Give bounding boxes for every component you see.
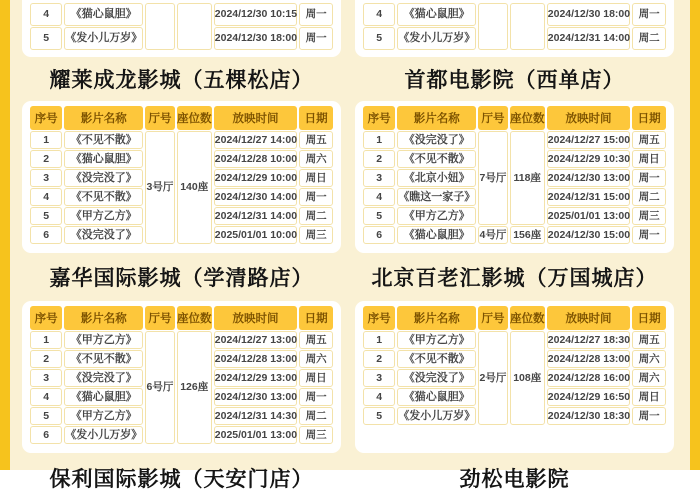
cell-film-title: 《没完没了》 [64, 226, 143, 244]
header-row [363, 106, 666, 130]
cell-showtime: 2024/12/29 10:00 [214, 169, 298, 187]
cell-seat-count [510, 3, 545, 50]
column-header: 日期 [632, 306, 666, 330]
cell-seat-count: 140座 [177, 131, 212, 244]
cell-film-title: 《猫心鼠胆》 [64, 3, 143, 26]
cell-weekday: 周日 [632, 150, 666, 168]
table-box-top-right [355, 0, 674, 57]
cell-showtime: 2024/12/28 16:00 [547, 369, 631, 387]
schedule-table-yaolai [28, 105, 335, 245]
table-row [30, 131, 333, 149]
cell-index: 2 [30, 150, 62, 168]
schedule-table [361, 305, 668, 426]
cell-index: 5 [30, 27, 62, 50]
cell-index: 4 [30, 3, 62, 26]
column-header: 序号 [363, 106, 395, 130]
cell-index: 4 [30, 388, 62, 406]
column-header: 日期 [299, 106, 333, 130]
schedule-table [28, 105, 335, 245]
cell-showtime: 2024/12/30 18:00 [214, 27, 298, 50]
cell-showtime: 2024/12/27 15:00 [547, 131, 631, 149]
cell-index: 5 [363, 27, 395, 50]
cell-hall-number [478, 3, 507, 50]
section-titles-row-3 [22, 453, 674, 493]
cell-film-title: 《猫心鼠胆》 [397, 388, 476, 406]
cinema-title-baoli-tiananmen: 保利国际影城（天安门店） [49, 468, 314, 491]
cell-hall-number: 4号厅 [478, 226, 507, 244]
column-header: 座位数 [510, 306, 545, 330]
cell-showtime: 2025/01/01 13:00 [547, 207, 631, 225]
column-header: 影片名称 [64, 306, 143, 330]
cell-weekday: 周一 [299, 3, 333, 26]
cell-film-title: 《甲方乙方》 [64, 331, 143, 349]
cell-hall-number: 3号厅 [145, 131, 174, 244]
cell-weekday: 周日 [632, 388, 666, 406]
cell-showtime: 2024/12/27 18:30 [547, 331, 631, 349]
column-header: 放映时间 [547, 306, 631, 330]
cell-weekday: 周二 [299, 407, 333, 425]
cell-hall-number: 6号厅 [145, 331, 174, 444]
cell-seat-count: 108座 [510, 331, 545, 425]
table-row [363, 331, 666, 349]
column-header: 影片名称 [397, 306, 476, 330]
cell-weekday: 周二 [299, 207, 333, 225]
cinema-title-yaolai-wukesong: 耀莱成龙影城（五棵松店） [49, 69, 314, 92]
column-header: 影片名称 [397, 106, 476, 130]
column-header: 日期 [632, 106, 666, 130]
cell-film-title: 《没完没了》 [64, 169, 143, 187]
top-partial-tables-row [22, 0, 674, 57]
column-header: 序号 [30, 106, 62, 130]
cell-weekday: 周三 [299, 426, 333, 444]
header-row [30, 106, 333, 130]
cell-weekday: 周六 [632, 369, 666, 387]
cell-weekday: 周五 [632, 131, 666, 149]
cell-film-title: 《发小儿万岁》 [397, 27, 476, 50]
cell-index: 1 [30, 331, 62, 349]
cell-showtime: 2024/12/30 14:00 [214, 188, 298, 206]
cinema-title-jinsong: 劲松电影院 [459, 468, 570, 491]
cell-weekday: 周一 [299, 188, 333, 206]
cell-index: 4 [363, 188, 395, 206]
table-box-low-left [22, 301, 341, 453]
cell-index: 4 [363, 388, 395, 406]
schedule-table-jiahua [28, 305, 335, 445]
cell-seat-count: 126座 [177, 331, 212, 444]
cell-film-title: 《不见不散》 [64, 188, 143, 206]
column-header: 日期 [299, 306, 333, 330]
cell-film-title: 《发小儿万岁》 [397, 407, 476, 425]
cell-showtime: 2024/12/27 13:00 [214, 331, 298, 349]
cell-film-title: 《发小儿万岁》 [64, 27, 143, 50]
cell-showtime: 2024/12/30 15:00 [547, 226, 631, 244]
column-header: 厅号 [478, 306, 507, 330]
low-tables-row [22, 301, 674, 453]
table-box-low-right [355, 301, 674, 453]
cell-index: 3 [30, 369, 62, 387]
column-header: 序号 [363, 306, 395, 330]
cell-film-title: 《没完没了》 [397, 369, 476, 387]
cinema-title-shoudu-xidan: 首都电影院（西单店） [404, 69, 625, 92]
cell-index: 1 [363, 331, 395, 349]
cell-film-title: 《没完没了》 [64, 369, 143, 387]
cell-weekday: 周一 [299, 27, 333, 50]
cell-index: 5 [30, 407, 62, 425]
cell-showtime: 2024/12/30 10:15 [214, 3, 298, 26]
cell-index: 3 [363, 369, 395, 387]
schedule-table-top-right [361, 2, 668, 51]
table-box-mid-left [22, 101, 341, 253]
cell-film-title: 《不见不散》 [64, 350, 143, 368]
column-header: 序号 [30, 306, 62, 330]
cell-showtime: 2024/12/28 13:00 [547, 350, 631, 368]
cell-showtime: 2024/12/28 10:00 [214, 150, 298, 168]
cell-weekday: 周五 [299, 131, 333, 149]
cell-weekday: 周五 [299, 331, 333, 349]
cell-index: 5 [363, 407, 395, 425]
schedule-table-top-left [28, 2, 335, 51]
cell-film-title: 《不见不散》 [397, 350, 476, 368]
column-header: 放映时间 [214, 306, 298, 330]
cell-seat-count: 118座 [510, 131, 545, 225]
cell-film-title: 《甲方乙方》 [397, 331, 476, 349]
schedule-table [28, 2, 335, 51]
cell-showtime: 2024/12/29 13:00 [214, 369, 298, 387]
cell-film-title: 《不见不散》 [64, 131, 143, 149]
cell-index: 1 [30, 131, 62, 149]
schedule-table-shoudu [361, 105, 668, 245]
cell-showtime: 2024/12/30 13:00 [214, 388, 298, 406]
cell-weekday: 周六 [299, 150, 333, 168]
cell-weekday: 周一 [632, 226, 666, 244]
cell-showtime: 2024/12/31 15:00 [547, 188, 631, 206]
cell-showtime: 2025/01/01 13:00 [214, 426, 298, 444]
cell-weekday: 周一 [632, 407, 666, 425]
cell-index: 6 [30, 226, 62, 244]
cell-showtime: 2024/12/29 16:50 [547, 388, 631, 406]
cell-showtime: 2024/12/30 18:00 [547, 3, 631, 26]
cell-hall-number: 2号厅 [478, 331, 507, 425]
cell-index: 6 [363, 226, 395, 244]
schedule-table [361, 2, 668, 51]
table-row [363, 3, 666, 26]
cell-film-title: 《北京小妞》 [397, 169, 476, 187]
cell-weekday: 周三 [632, 207, 666, 225]
column-header: 厅号 [145, 106, 174, 130]
cell-seat-count [177, 3, 212, 50]
cell-showtime: 2024/12/30 13:00 [547, 169, 631, 187]
cell-showtime: 2024/12/27 14:00 [214, 131, 298, 149]
cell-weekday: 周五 [632, 331, 666, 349]
cell-index: 4 [30, 188, 62, 206]
cell-index: 2 [30, 350, 62, 368]
cell-weekday: 周一 [632, 3, 666, 26]
cell-index: 4 [363, 3, 395, 26]
header-row [363, 306, 666, 330]
cell-index: 5 [30, 207, 62, 225]
column-header: 厅号 [478, 106, 507, 130]
schedule-table-broadway [361, 305, 668, 426]
cell-film-title: 《甲方乙方》 [64, 407, 143, 425]
column-header: 座位数 [177, 306, 212, 330]
cell-hall-number: 7号厅 [478, 131, 507, 225]
schedule-table [28, 305, 335, 445]
cell-film-title: 《猫心鼠胆》 [397, 226, 476, 244]
cell-index: 1 [363, 131, 395, 149]
table-row [363, 131, 666, 149]
header-row [30, 306, 333, 330]
table-row [30, 3, 333, 26]
cinema-title-broadway-wanguocheng: 北京百老汇影城（万国城店） [371, 267, 658, 290]
cell-showtime: 2024/12/31 14:30 [214, 407, 298, 425]
cell-hall-number [145, 3, 174, 50]
cell-index: 3 [30, 169, 62, 187]
cell-weekday: 周二 [632, 188, 666, 206]
column-header: 座位数 [177, 106, 212, 130]
cell-weekday: 周六 [632, 350, 666, 368]
schedule-table [361, 105, 668, 245]
column-header: 放映时间 [547, 106, 631, 130]
cell-showtime: 2024/12/30 18:30 [547, 407, 631, 425]
cell-film-title: 《发小儿万岁》 [64, 426, 143, 444]
cell-showtime: 2024/12/29 10:30 [547, 150, 631, 168]
cell-index: 2 [363, 350, 395, 368]
column-header: 影片名称 [64, 106, 143, 130]
section-titles-row-2 [22, 253, 674, 301]
table-row [363, 226, 666, 244]
table-row [30, 331, 333, 349]
content-panel [10, 0, 690, 491]
cell-film-title: 《没完没了》 [397, 131, 476, 149]
table-box-mid-right [355, 101, 674, 253]
section-titles-row-1 [22, 57, 674, 101]
cell-showtime: 2025/01/01 10:00 [214, 226, 298, 244]
cell-film-title: 《甲方乙方》 [397, 207, 476, 225]
cell-index: 3 [363, 169, 395, 187]
cell-index: 6 [30, 426, 62, 444]
cell-weekday: 周一 [632, 169, 666, 187]
cell-film-title: 《甲方乙方》 [64, 207, 143, 225]
cell-showtime: 2024/12/28 13:00 [214, 350, 298, 368]
cinema-title-jiahua-xueqinglu: 嘉华国际影城（学清路店） [49, 267, 314, 290]
table-box-top-left [22, 0, 341, 57]
cell-weekday: 周三 [299, 226, 333, 244]
cell-showtime: 2024/12/31 14:00 [547, 27, 631, 50]
cell-seat-count: 156座 [510, 226, 545, 244]
cell-film-title: 《猫心鼠胆》 [64, 150, 143, 168]
column-header: 放映时间 [214, 106, 298, 130]
cell-film-title: 《不见不散》 [397, 150, 476, 168]
cell-film-title: 《猫心鼠胆》 [64, 388, 143, 406]
cell-showtime: 2024/12/31 14:00 [214, 207, 298, 225]
cell-index: 5 [363, 207, 395, 225]
cell-weekday: 周二 [632, 27, 666, 50]
mid-tables-row [22, 101, 674, 253]
cell-index: 2 [363, 150, 395, 168]
cell-film-title: 《猫心鼠胆》 [397, 3, 476, 26]
column-header: 座位数 [510, 106, 545, 130]
cell-weekday: 周一 [299, 388, 333, 406]
cell-film-title: 《瞧这一家子》 [397, 188, 476, 206]
cell-weekday: 周日 [299, 369, 333, 387]
cell-weekday: 周日 [299, 169, 333, 187]
column-header: 厅号 [145, 306, 174, 330]
cell-weekday: 周六 [299, 350, 333, 368]
